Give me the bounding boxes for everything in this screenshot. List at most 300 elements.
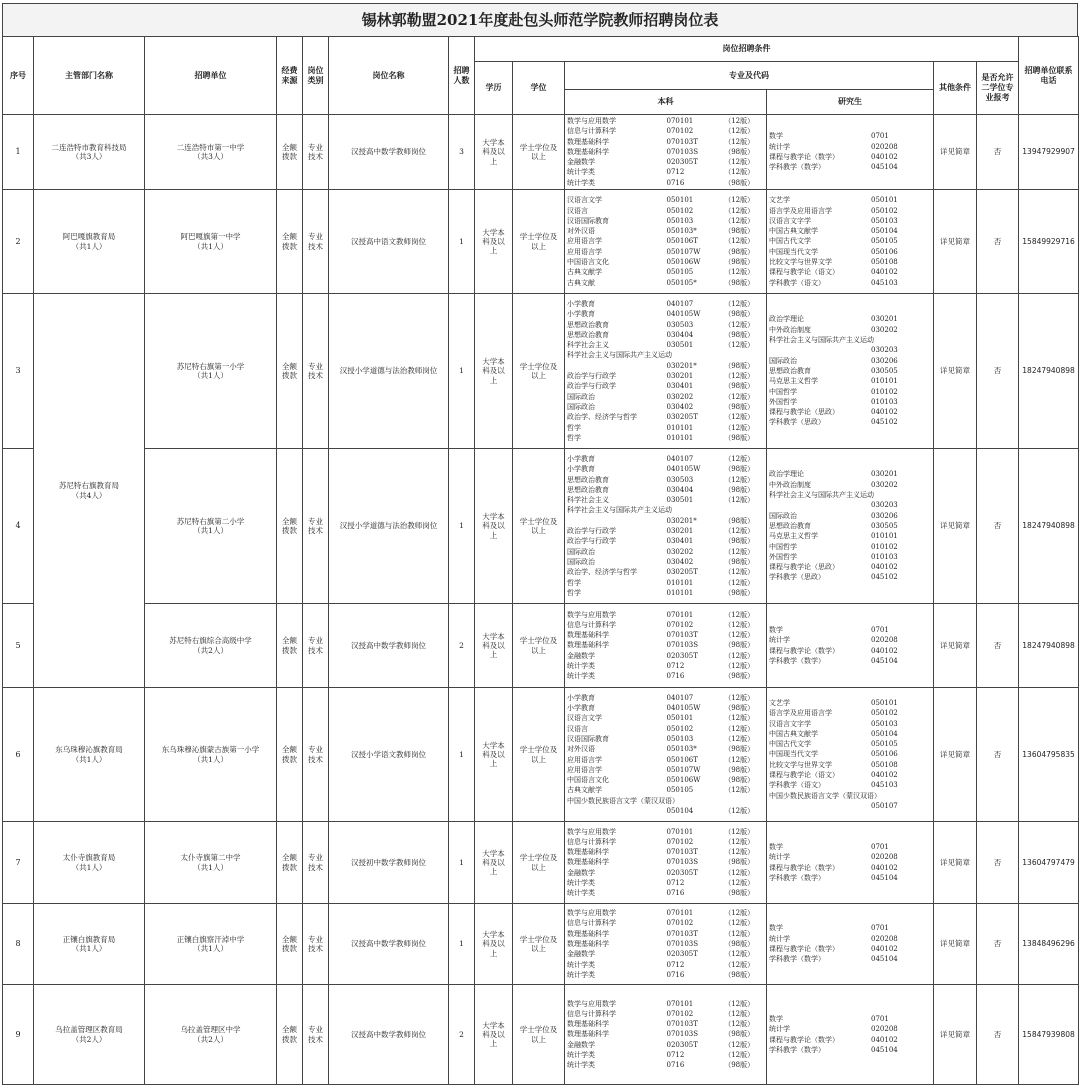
position-name: 汉授高中数学教师岗位: [329, 604, 449, 688]
major-item: [769, 345, 931, 355]
major-name: 古典文献: [567, 278, 595, 287]
grad-major-list: [769, 697, 931, 812]
major-name: 哲学: [567, 423, 581, 432]
header-unit: 招聘单位: [145, 37, 277, 115]
position-name: 汉授初中数学教师岗位: [329, 822, 449, 904]
major-code: 030206: [871, 356, 898, 365]
position-category: 专业技术: [303, 294, 329, 449]
grad-major-list: [769, 313, 931, 428]
major-name: 学科教学（数学）: [769, 656, 825, 665]
major-name: 外国哲学: [769, 397, 797, 406]
major-item: [567, 939, 764, 949]
major-code: 040107: [666, 300, 694, 308]
degree-req: 学士学位及以上: [513, 115, 565, 190]
major-item: [769, 719, 931, 729]
major-name: 汉语言文字学: [769, 719, 811, 728]
header-conditions: 岗位招聘条件: [475, 37, 1019, 62]
table-body: [3, 115, 1079, 1085]
major-version: （12版）: [724, 960, 755, 969]
major-version: （12版）: [724, 724, 755, 733]
major-name: 中国古代文学: [769, 237, 811, 246]
major-code: 0716: [666, 672, 685, 681]
contact-phone: 18247940898: [1019, 294, 1079, 449]
major-version: （98版）: [724, 516, 755, 525]
major-item: [769, 934, 931, 944]
funding-source: 全额拨款: [277, 604, 303, 688]
other-conditions: 详见简章: [934, 604, 977, 688]
major-code: 040102: [871, 408, 898, 417]
table-row: [3, 449, 1079, 604]
major-item: [769, 635, 931, 645]
major-version: （12版）: [724, 631, 755, 640]
major-name: 统计学类: [567, 1051, 595, 1060]
second-degree-allowed: 否: [977, 294, 1019, 449]
major-name: 国际政治: [769, 511, 797, 520]
grad-majors: [767, 985, 934, 1085]
dept-cell: [34, 294, 145, 688]
undergrad-majors: [565, 822, 767, 904]
contact-phone: 13947929907: [1019, 115, 1079, 190]
major-code: 040102: [871, 863, 898, 872]
grad-major-list: [769, 922, 931, 965]
major-item: [567, 350, 764, 360]
major-code: 010101: [666, 578, 694, 587]
major-item: [769, 376, 931, 386]
major-item: [769, 780, 931, 790]
major-name: 学科教学（语文）: [769, 278, 825, 287]
major-code: 070103S: [666, 641, 699, 650]
major-version: （12版）: [724, 693, 755, 702]
major-item: [567, 908, 764, 918]
undergrad-major-list: [567, 298, 764, 444]
table-row: [3, 985, 1079, 1085]
table-row: [3, 904, 1079, 985]
row-seq: 9: [3, 985, 34, 1085]
major-version: （12版）: [724, 651, 755, 660]
major-item: [769, 852, 931, 862]
major-name: 小学教育: [567, 455, 595, 463]
major-version: （98版）: [724, 330, 755, 339]
row-seq: 8: [3, 904, 34, 985]
job-positions-table: [2, 36, 1079, 1085]
major-version: （12版）: [724, 455, 755, 463]
major-name: 中国少数民族语言文学（蒙汉双语）: [769, 791, 881, 800]
funding-source: 全额拨款: [277, 688, 303, 822]
major-code: 030201: [666, 372, 694, 381]
major-item: [567, 671, 764, 681]
major-item: [769, 770, 931, 780]
dept-cell: [34, 904, 145, 985]
header-education: 学历: [475, 62, 513, 115]
major-item: [567, 755, 764, 765]
major-name: 文艺学: [769, 698, 790, 707]
major-code: 030401: [666, 537, 694, 546]
major-item: [567, 236, 764, 246]
major-item: [567, 267, 764, 277]
major-code: 050106W: [666, 258, 701, 267]
major-item: [769, 247, 931, 257]
major-name: 数学: [769, 842, 783, 851]
grad-majors: [767, 604, 934, 688]
unit-count: （共1人）: [193, 241, 228, 251]
unit-name: 阿巴嘎旗第一中学: [180, 232, 241, 242]
major-item: [769, 791, 931, 801]
major-name: 信息与计算科学: [567, 127, 616, 136]
other-conditions: 详见简章: [934, 822, 977, 904]
major-code: 050105: [666, 268, 694, 277]
major-version: （98版）: [724, 588, 755, 597]
major-version: （12版）: [724, 755, 755, 764]
major-name: 数理基础科学: [567, 848, 609, 857]
unit-count: （共3人）: [193, 152, 228, 162]
major-item: [567, 610, 764, 620]
major-item: [769, 335, 931, 345]
major-name: 国际政治: [567, 557, 595, 566]
position-name: 汉授小学语文教师岗位: [329, 688, 449, 822]
major-name: 中国哲学: [769, 387, 797, 396]
major-item: [567, 116, 764, 126]
major-name: 中国语言文化: [567, 258, 609, 267]
education-req: 大学本科及以上: [475, 985, 513, 1085]
unit-count: （共1人）: [193, 944, 228, 954]
dept-cell: [34, 115, 145, 190]
major-item: [769, 873, 931, 883]
undergrad-major-list: [567, 998, 764, 1072]
major-item: [769, 480, 931, 490]
undergrad-major-list: [567, 826, 764, 900]
major-item: [567, 918, 764, 928]
major-code: 010101: [666, 423, 694, 432]
major-item: [769, 278, 931, 288]
funding-source: 全额拨款: [277, 115, 303, 190]
major-item: [769, 944, 931, 954]
major-item: [769, 257, 931, 267]
education-req: 大学本科及以上: [475, 904, 513, 985]
header-phone: 招聘单位联系电话: [1019, 37, 1079, 115]
major-name: 学科教学（数学）: [769, 873, 825, 882]
major-item: [567, 929, 764, 939]
second-degree-allowed: 否: [977, 904, 1019, 985]
major-version: （98版）: [724, 557, 755, 566]
second-degree-allowed: 否: [977, 604, 1019, 688]
major-code: 050107W: [666, 765, 701, 774]
major-item: [567, 960, 764, 970]
major-item: [567, 309, 764, 319]
major-item: [567, 827, 764, 837]
contact-phone: 18247940898: [1019, 449, 1079, 604]
unit-cell: [145, 115, 277, 190]
row-seq: 6: [3, 688, 34, 822]
major-version: （12版）: [724, 1051, 755, 1060]
dept-name: 二连浩特市教育科技局: [51, 142, 127, 152]
major-code: 050106W: [666, 776, 701, 785]
major-item: [567, 178, 764, 188]
major-name: 学科教学（数学）: [769, 955, 825, 964]
major-item: [567, 257, 764, 267]
undergrad-majors: [565, 115, 767, 190]
major-code: [697, 505, 737, 515]
major-code: 045104: [871, 163, 898, 172]
major-version: （12版）: [724, 837, 755, 846]
major-name: 课程与教学论（思政）: [769, 563, 839, 572]
major-item: [567, 640, 764, 650]
row-seq: 4: [3, 449, 34, 604]
major-name: 小学教育: [567, 300, 595, 308]
major-item: [769, 162, 931, 172]
major-name: 数理基础科学: [567, 631, 609, 640]
grad-majors: [767, 822, 934, 904]
major-version: （12版）: [724, 413, 755, 422]
major-item: [567, 330, 764, 340]
major-version: （98版）: [724, 433, 755, 442]
major-code: 040105W: [666, 704, 701, 713]
major-item: [567, 320, 764, 330]
major-code: 050108: [871, 760, 898, 769]
unit-count: （共2人）: [193, 645, 228, 655]
unit-count: （共2人）: [193, 1034, 228, 1044]
degree-req: 学士学位及以上: [513, 190, 565, 294]
dept-cell: [34, 985, 145, 1085]
major-name: 数学: [769, 924, 783, 933]
major-code: 030202: [666, 392, 694, 401]
major-code: 050104: [666, 807, 694, 816]
major-item: [567, 713, 764, 723]
undergrad-majors: [565, 904, 767, 985]
major-code: 070103S: [666, 147, 699, 156]
header-count: 招聘人数: [449, 37, 475, 115]
major-code: 0716: [666, 1061, 685, 1070]
funding-source: 全额拨款: [277, 190, 303, 294]
major-code: 045104: [871, 873, 898, 882]
position-category: 专业技术: [303, 985, 329, 1085]
second-degree-allowed: 否: [977, 822, 1019, 904]
major-name: 科学社会主义与国际共产主义运动: [769, 491, 874, 500]
major-code: 030202: [871, 480, 898, 489]
unit-cell: [145, 190, 277, 294]
education-req: 大学本科及以上: [475, 115, 513, 190]
unit-name: 苏尼特右旗第二小学: [176, 516, 245, 526]
dept-count: （共1人）: [71, 754, 107, 764]
major-code: 040107: [666, 693, 694, 702]
major-item: [567, 454, 764, 464]
contact-phone: 13848496296: [1019, 904, 1079, 985]
major-name: 思想政治教育: [567, 320, 609, 329]
major-code: [893, 490, 931, 500]
major-item: [567, 381, 764, 391]
major-version: （98版）: [724, 889, 755, 898]
major-code: 070103T: [666, 929, 698, 938]
major-item: [769, 954, 931, 964]
major-item: [769, 500, 931, 510]
major-item: [769, 923, 931, 933]
grad-major-list: [769, 130, 931, 173]
major-name: 中国少数民族语言文学（蒙汉双语）: [567, 796, 679, 805]
header-dept: 主管部门名称: [34, 37, 145, 115]
major-code: 030205T: [666, 413, 698, 422]
major-name: 课程与教学论（数学）: [769, 863, 839, 872]
education-req: 大学本科及以上: [475, 190, 513, 294]
major-name: 数理基础科学: [567, 858, 609, 867]
major-code: 040105W: [666, 465, 701, 474]
page-title: 锡林郭勒盟2021年度赴包头师范学院教师招聘岗位表: [2, 3, 1078, 36]
major-version: （12版）: [724, 268, 755, 277]
major-code: 030201: [871, 470, 898, 479]
major-version: （98版）: [724, 147, 755, 156]
major-name: 学科教学（数学）: [769, 163, 825, 172]
major-name: [567, 361, 667, 371]
major-code: [697, 350, 737, 360]
unit-cell: [145, 822, 277, 904]
major-item: [769, 729, 931, 739]
major-code: 0701: [871, 842, 889, 851]
unit-name: 太仆寺旗第二中学: [180, 853, 241, 863]
major-code: 045104: [871, 955, 898, 964]
major-version: （98版）: [724, 485, 755, 494]
hire-count: 3: [449, 115, 475, 190]
major-code: 050103: [871, 719, 898, 728]
major-code: 0712: [666, 1051, 685, 1060]
major-code: 050103: [666, 216, 694, 225]
position-name: 汉授小学道德与法治教师岗位: [329, 294, 449, 449]
grad-majors: [767, 190, 934, 294]
major-item: [567, 578, 764, 588]
position-category: 专业技术: [303, 604, 329, 688]
major-name: [769, 345, 871, 355]
major-version: （12版）: [724, 610, 755, 619]
major-version: （12版）: [724, 196, 755, 205]
major-name: 思想政治教育: [567, 330, 609, 339]
major-version: （12版）: [724, 578, 755, 587]
major-code: 030401: [666, 382, 694, 391]
major-item: [769, 1014, 931, 1024]
hire-count: 2: [449, 985, 475, 1085]
major-version: （98版）: [724, 465, 755, 474]
contact-phone: 18247940898: [1019, 604, 1079, 688]
major-code: 050105: [666, 786, 694, 795]
major-item: [769, 397, 931, 407]
major-name: 中国古典文献学: [769, 227, 818, 236]
major-name: 国际政治: [567, 402, 595, 411]
major-name: 政治学、经济学与哲学: [567, 568, 637, 577]
major-code: 0712: [666, 168, 685, 177]
major-code: 070102: [666, 1009, 694, 1018]
dept-count: （共3人）: [71, 152, 107, 162]
major-version: （12版）: [724, 300, 755, 308]
hire-count: 1: [449, 449, 475, 604]
hire-count: 1: [449, 904, 475, 985]
major-version: （12版）: [724, 868, 755, 877]
major-name: 应用语言学: [567, 237, 602, 246]
position-name: 汉授高中数学教师岗位: [329, 985, 449, 1085]
major-item: [567, 495, 764, 505]
dept-name: 太仆寺旗教育局: [62, 853, 116, 863]
dept-cell: [34, 190, 145, 294]
major-code: 030505: [871, 366, 898, 375]
major-name: 数理基础科学: [567, 939, 609, 948]
major-name: 学科教学（思政）: [769, 573, 825, 582]
hire-count: 1: [449, 294, 475, 449]
major-code: 020305T: [666, 158, 698, 167]
major-name: [769, 801, 871, 811]
major-code: 030203: [871, 501, 898, 510]
header-undergrad: 本科: [565, 90, 767, 115]
major-name: 统计学类: [567, 1061, 595, 1070]
major-code: 040102: [871, 1035, 898, 1044]
major-code: 050107: [871, 801, 898, 810]
major-item: [769, 267, 931, 277]
major-item: [769, 646, 931, 656]
major-item: [567, 402, 764, 412]
major-code: 040102: [871, 153, 898, 162]
major-item: [567, 536, 764, 546]
funding-source: 全额拨款: [277, 449, 303, 604]
major-item: [769, 314, 931, 324]
funding-source: 全额拨款: [277, 294, 303, 449]
major-name: 统计学类: [567, 168, 595, 177]
major-name: 语言学及应用语言学: [769, 709, 832, 718]
other-conditions: 详见简章: [934, 985, 977, 1085]
major-item: [769, 656, 931, 666]
major-name: 统计学类: [567, 672, 595, 681]
grad-majors: [767, 449, 934, 604]
major-code: 010101: [666, 588, 694, 597]
position-name: 汉授高中语文教师岗位: [329, 190, 449, 294]
major-code: 030402: [666, 557, 694, 566]
degree-req: 学士学位及以上: [513, 904, 565, 985]
major-code: 045102: [871, 418, 898, 427]
major-name: 课程与教学论（数学）: [769, 646, 839, 655]
major-name: 思想政治教育: [769, 366, 811, 375]
major-code: 010101: [871, 532, 898, 541]
second-degree-allowed: 否: [977, 985, 1019, 1085]
row-seq: 7: [3, 822, 34, 904]
major-item: [567, 847, 764, 857]
major-code: 040105W: [666, 310, 701, 319]
hire-count: 1: [449, 822, 475, 904]
unit-cell: [145, 985, 277, 1085]
major-name: 课程与教学论（语文）: [769, 268, 839, 277]
second-degree-allowed: 否: [977, 688, 1019, 822]
major-version: （12版）: [724, 127, 755, 136]
major-name: 科学社会主义与国际共产主义运动: [567, 506, 672, 515]
grad-majors: [767, 115, 934, 190]
contact-phone: 13604797479: [1019, 822, 1079, 904]
major-name: 小学教育: [567, 693, 595, 702]
major-code: 030201*: [666, 516, 697, 525]
major-version: （98版）: [724, 939, 755, 948]
degree-req: 学士学位及以上: [513, 604, 565, 688]
row-seq: 5: [3, 604, 34, 688]
major-code: 0712: [666, 662, 685, 671]
major-item: [567, 724, 764, 734]
unit-count: （共1人）: [193, 526, 228, 536]
header-other: 其他条件: [934, 62, 977, 115]
major-name: 思想政治教育: [769, 521, 811, 530]
degree-req: 学士学位及以上: [513, 688, 565, 822]
major-name: 政治学与行政学: [567, 382, 616, 391]
major-name: 信息与计算科学: [567, 919, 616, 928]
major-version: （98版）: [724, 1061, 755, 1070]
major-code: 0701: [871, 132, 889, 141]
major-version: （98版）: [724, 361, 755, 370]
major-item: [769, 152, 931, 162]
major-code: 070102: [666, 919, 694, 928]
major-name: 数学: [769, 625, 783, 634]
unit-name: 乌拉盖管理区中学: [180, 1025, 241, 1035]
major-item: [567, 734, 764, 744]
major-code: 070103T: [666, 631, 698, 640]
major-name: 政治学、经济学与哲学: [567, 413, 637, 422]
